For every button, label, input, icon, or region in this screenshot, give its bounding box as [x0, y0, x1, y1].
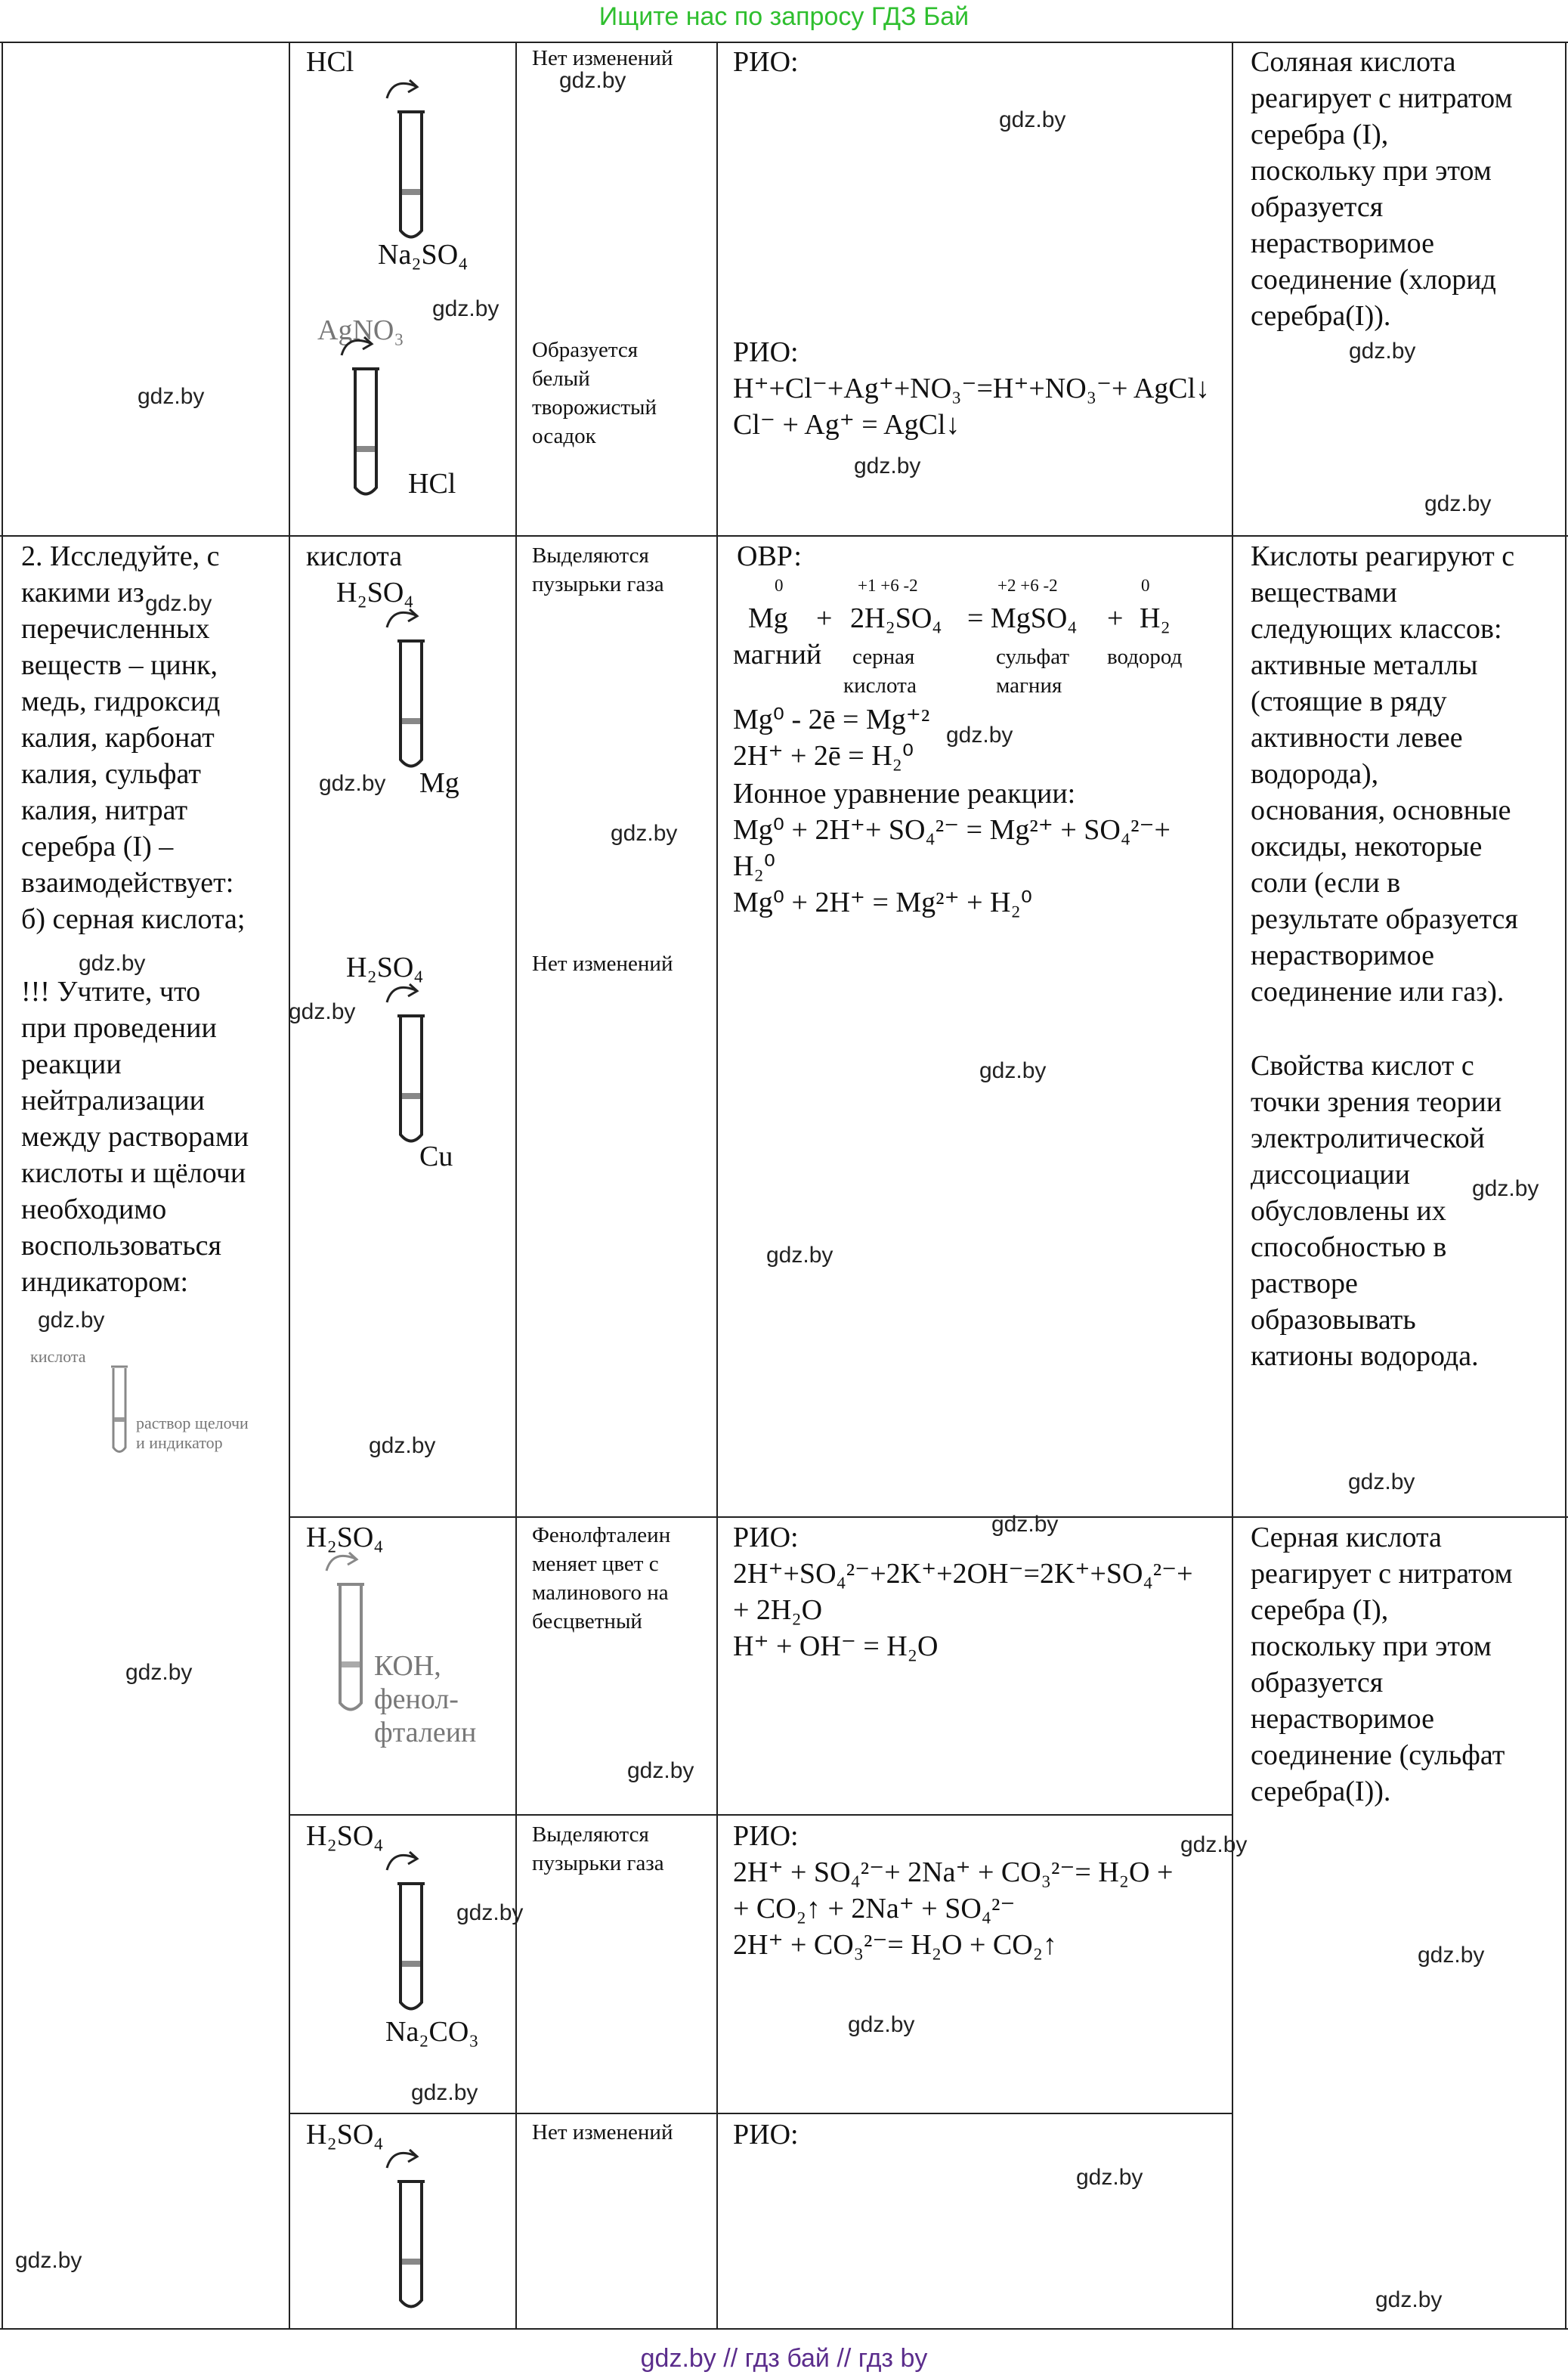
- conclusion-line: серебра(I)).: [1251, 300, 1391, 332]
- row4-observation-line: пузырьки газа: [532, 1851, 664, 1875]
- row3-tube-label: фенол-: [374, 1683, 459, 1715]
- conclusion-line: соединение (хлорид: [1251, 264, 1496, 296]
- table-border-top: [0, 42, 1568, 43]
- watermark: gdz.by: [289, 999, 356, 1024]
- task-line: б) серная кислота;: [21, 903, 246, 935]
- row3-rio-line: 2H⁺+SO₄²⁻+2K⁺+2OH⁻=2K⁺+SO₄²⁻+: [733, 1558, 1193, 1590]
- task-line: медь, гидроксид: [21, 686, 221, 717]
- ionic-equation: Mg⁰ + 2H⁺+ SO₄²⁻ = Mg²⁺ + SO₄²⁻+: [733, 814, 1171, 846]
- test-tube-icon: [378, 2145, 446, 2319]
- task-line: калия, нитрат: [21, 794, 188, 826]
- watermark: gdz.by: [1349, 339, 1416, 364]
- task-line: калия, сульфат: [21, 758, 201, 790]
- row-divider-1: [0, 535, 1568, 537]
- conclusion-line: обусловлены их: [1251, 1195, 1446, 1227]
- row2-tube1-bottom-label: Mg: [419, 767, 459, 799]
- conclusion-line: водорода),: [1251, 758, 1379, 790]
- task-text: [21, 538, 274, 1300]
- ionic-label: Ионное уравнение реакции:: [733, 778, 1076, 810]
- row4-tube-bottom-label: Na₂CO₃: [385, 2016, 479, 2048]
- watermark: gdz.by: [559, 68, 626, 93]
- row5-observation: Нет изменений: [532, 2120, 673, 2144]
- row3-tube-label: фталеин: [374, 1717, 477, 1748]
- conclusion-line: активности левее: [1251, 722, 1463, 754]
- row2-observation-2: Нет изменений: [532, 952, 673, 976]
- test-tube-icon: [332, 333, 401, 506]
- task-line: нейтрализации: [21, 1085, 205, 1116]
- conclusion-line: катионы водорода.: [1251, 1340, 1479, 1372]
- row2-conclusion-1: [1251, 538, 1549, 1010]
- half-reaction: 2H⁺ + 2ē = H₂⁰: [733, 740, 914, 772]
- row1-tube2-bottom-label: HCl: [408, 468, 456, 500]
- task-image-solution-label: и индикатор: [136, 1433, 223, 1452]
- task-line: реакции: [21, 1048, 122, 1080]
- conclusion-line: Серная кислота: [1251, 1522, 1442, 1553]
- watermark: gdz.by: [1180, 1832, 1248, 1857]
- row4-tube-top-label: H₂SO₄: [306, 1820, 384, 1852]
- task-image-solution-label: раствор щелочи: [136, 1414, 249, 1432]
- row3-observation-line: малинового на: [532, 1581, 669, 1605]
- row1-rio-2-label: РИО:: [733, 336, 799, 368]
- substance-name: сульфат: [996, 645, 1069, 669]
- watermark: gdz.by: [946, 723, 1013, 748]
- row4-observation-line: Выделяются: [532, 1822, 649, 1847]
- conclusion-line: образовывать: [1251, 1304, 1416, 1336]
- row1-observation-2-line: Образуется: [532, 338, 639, 362]
- conclusion-line: соли (если в: [1251, 867, 1401, 899]
- conclusion-line: нерастворимое: [1251, 1703, 1434, 1735]
- task-line: необходимо: [21, 1194, 167, 1225]
- watermark: gdz.by: [627, 1758, 694, 1783]
- conclusion-line: электролитической: [1251, 1122, 1485, 1154]
- task-line: индикатором:: [21, 1266, 189, 1298]
- conclusion-line: поскольку при этом: [1251, 1630, 1492, 1662]
- row1-observation-2-line: творожистый: [532, 395, 657, 420]
- ionic-equation: Mg⁰ + 2H⁺ = Mg²⁺ + H₂⁰: [733, 887, 1032, 918]
- task-line: 2. Исследуйте, с: [21, 540, 220, 572]
- row2-ovr-label: ОВР:: [737, 540, 802, 572]
- conclusion-line: серебра (I),: [1251, 119, 1389, 150]
- conclusion-line: соединение или газ).: [1251, 976, 1505, 1008]
- table-border-bottom: [0, 2328, 1568, 2330]
- task-line: взаимодействует:: [21, 867, 234, 899]
- row3-observation-line: Фенолфталеин: [532, 1523, 671, 1547]
- conclusion-line: образуется: [1251, 191, 1384, 223]
- substance-name: кислота: [843, 673, 917, 698]
- row1-tube1-top-label: HCl: [306, 46, 354, 78]
- watermark: gdz.by: [145, 591, 212, 616]
- row1-rio-2-line2: Cl⁻ + Ag⁺ = AgCl↓: [733, 409, 960, 441]
- row2-tube1-formula: H₂SO₄: [336, 577, 414, 608]
- row2-conclusion-2: [1251, 1048, 1549, 1374]
- watermark: gdz.by: [1418, 1943, 1485, 1968]
- conclusion-line: поскольку при этом: [1251, 155, 1492, 187]
- watermark: gdz.by: [125, 1660, 193, 1685]
- test-tube-icon: [378, 980, 446, 1153]
- task-line: калия, карбонат: [21, 722, 215, 754]
- watermark: gdz.by: [999, 107, 1066, 132]
- conclusion-line: основания, основные: [1251, 794, 1511, 826]
- task-line: воспользоваться: [21, 1230, 222, 1262]
- test-tube-icon: [378, 1847, 446, 2021]
- conclusion-line: оксиды, некоторые: [1251, 831, 1483, 862]
- conclusion-line: результате образуется: [1251, 903, 1518, 935]
- row3-conclusion: [1251, 1519, 1549, 1810]
- test-tube-icon: [378, 605, 446, 779]
- equation-term: = MgSO₄: [967, 602, 1078, 634]
- col-divider-2: [515, 42, 517, 2330]
- watermark: gdz.by: [38, 1308, 105, 1333]
- row4-rio-line: 2H⁺ + SO₄²⁻+ 2Na⁺ + CO₃²⁻= H₂O +: [733, 1856, 1174, 1888]
- row3-rio-label: РИО:: [733, 1522, 799, 1553]
- task-image-acid-label: кислота: [30, 1347, 86, 1366]
- conclusion-line: Кислоты реагируют с: [1251, 540, 1515, 572]
- task-line: веществ – цинк,: [21, 649, 218, 681]
- task-line: [21, 937, 274, 974]
- conclusion-line: точки зрения теории: [1251, 1086, 1502, 1118]
- conclusion-line: (стоящие в ряду: [1251, 686, 1447, 717]
- row4-rio-line: 2H⁺ + CO₃²⁻= H₂O + CO₂↑: [733, 1929, 1057, 1961]
- test-tube-icon: [378, 76, 446, 249]
- conclusion-line: нерастворимое: [1251, 228, 1434, 259]
- table-border-left: [2, 42, 3, 2330]
- equation-term: H₂: [1140, 602, 1171, 634]
- watermark: gdz.by: [854, 454, 921, 478]
- half-reaction: Mg⁰ - 2ē = Mg⁺²: [733, 704, 930, 735]
- watermark: gdz.by: [15, 2248, 82, 2273]
- watermark: gdz.by: [138, 384, 205, 409]
- substance-name: водород: [1107, 645, 1183, 669]
- row3-observation-line: бесцветный: [532, 1609, 642, 1633]
- substance-name: магния: [996, 673, 1062, 698]
- row5-tube-top-label: H₂SO₄: [306, 2119, 384, 2151]
- conclusion-line: серебра (I),: [1251, 1594, 1389, 1626]
- row1-tube2-top-label: AgNO₃: [317, 314, 404, 346]
- row-divider-2: [289, 1516, 1568, 1518]
- watermark: gdz.by: [1424, 491, 1492, 516]
- conclusion-line: нерастворимое: [1251, 940, 1434, 971]
- row3-tube-label: КОН,: [374, 1650, 441, 1682]
- col-divider-1: [289, 42, 290, 2330]
- watermark: gdz.by: [1375, 2287, 1443, 2312]
- watermark: gdz.by: [766, 1243, 833, 1268]
- conclusion-line: способностью в: [1251, 1231, 1447, 1263]
- watermark: gdz.by: [979, 1058, 1047, 1083]
- conclusion-line: веществами: [1251, 577, 1397, 608]
- row1-conclusion: [1251, 44, 1549, 334]
- conclusion-line: диссоциации: [1251, 1159, 1410, 1191]
- task-line: какими из: [21, 577, 144, 608]
- task-line: между растворами: [21, 1121, 249, 1153]
- row4-rio-line: + CO₂↑ + 2Na⁺ + SO₄²⁻: [733, 1893, 1016, 1924]
- row1-observation-1: Нет изменений: [532, 46, 673, 70]
- conclusion-line: следующих классов:: [1251, 613, 1502, 645]
- watermark: gdz.by: [319, 771, 386, 796]
- row1-observation-2-line: белый: [532, 367, 590, 391]
- conclusion-line: Свойства кислот с: [1251, 1050, 1474, 1082]
- test-tube-icon: [106, 1353, 136, 1459]
- oxidation-state: 0: [775, 576, 784, 595]
- watermark: gdz.by: [432, 296, 499, 321]
- watermark: gdz.by: [611, 821, 678, 846]
- watermark: gdz.by: [456, 1900, 524, 1925]
- row1-rio-2-line1: H⁺+Cl⁻+Ag⁺+NO₃⁻=H⁺+NO₃⁻+ AgCl↓: [733, 373, 1211, 404]
- task-line: перечисленных: [21, 613, 210, 645]
- row2-tube1-acid-label: кислота: [306, 540, 403, 572]
- row4-rio-label: РИО:: [733, 1820, 799, 1852]
- row3-rio-line: + 2H₂O: [733, 1594, 823, 1626]
- row1-tube1-bottom-label: Na₂SO₄: [378, 239, 469, 271]
- row5-rio-label: РИО:: [733, 2119, 799, 2151]
- col-divider-3: [716, 42, 718, 2330]
- task-line: кислоты и щёлочи: [21, 1157, 246, 1189]
- page-footer: gdz.by // гдз бай // гдз by: [640, 2344, 928, 2373]
- watermark: gdz.by: [1472, 1176, 1539, 1201]
- row-divider-3: [289, 1814, 1233, 1816]
- conclusion-line: реагирует с нитратом: [1251, 82, 1513, 114]
- watermark: gdz.by: [1076, 2165, 1143, 2190]
- watermark: gdz.by: [79, 951, 146, 976]
- conclusion-line: Соляная кислота: [1251, 46, 1456, 78]
- oxidation-state: +1 +6 -2: [858, 576, 918, 595]
- watermark: gdz.by: [848, 2012, 915, 2037]
- row-divider-4: [289, 2113, 1233, 2114]
- watermark: gdz.by: [369, 1433, 436, 1458]
- task-line: при проведении: [21, 1012, 217, 1044]
- page-header: Ищите нас по запросу ГДЗ Бай: [598, 2, 970, 31]
- substance-name: магний: [733, 639, 822, 670]
- row3-observation-line: меняет цвет с: [532, 1552, 659, 1576]
- col-divider-4: [1232, 42, 1233, 2330]
- row2-tube2-bottom-label: Cu: [419, 1141, 453, 1172]
- equation-term: +: [1107, 602, 1124, 634]
- row1-rio-1: РИО:: [733, 46, 799, 78]
- table-border-right: [1565, 42, 1566, 2330]
- task-line: серебра (I) –: [21, 831, 174, 862]
- conclusion-line: соединение (сульфат: [1251, 1739, 1505, 1771]
- conclusion-line: серебра(I)).: [1251, 1776, 1391, 1807]
- conclusion-line: образуется: [1251, 1667, 1384, 1698]
- row2-observation-1-line: Выделяются: [532, 543, 649, 568]
- task-line: !!! Учтите, что: [21, 976, 201, 1008]
- oxidation-state: 0: [1141, 576, 1150, 595]
- row1-observation-2-line: осадок: [532, 424, 596, 448]
- equation-term: 2H₂SO₄: [850, 602, 942, 634]
- row3-rio-line: H⁺ + OH⁻ = H₂O: [733, 1630, 939, 1662]
- row2-observation-1-line: пузырьки газа: [532, 572, 664, 596]
- row3-tube-top-label: H₂SO₄: [306, 1522, 384, 1553]
- watermark: gdz.by: [991, 1512, 1059, 1537]
- watermark: gdz.by: [411, 2080, 478, 2105]
- equation-term: Mg: [748, 602, 788, 634]
- equation-term: +: [816, 602, 833, 634]
- conclusion-line: реагирует с нитратом: [1251, 1558, 1513, 1590]
- conclusion-line: растворе: [1251, 1268, 1358, 1299]
- oxidation-state: +2 +6 -2: [997, 576, 1058, 595]
- conclusion-line: активные металлы: [1251, 649, 1478, 681]
- ionic-equation: H₂⁰: [733, 850, 775, 882]
- row2-tube2-top-label: H₂SO₄: [346, 952, 424, 983]
- substance-name: серная: [852, 645, 915, 669]
- watermark: gdz.by: [1348, 1469, 1415, 1494]
